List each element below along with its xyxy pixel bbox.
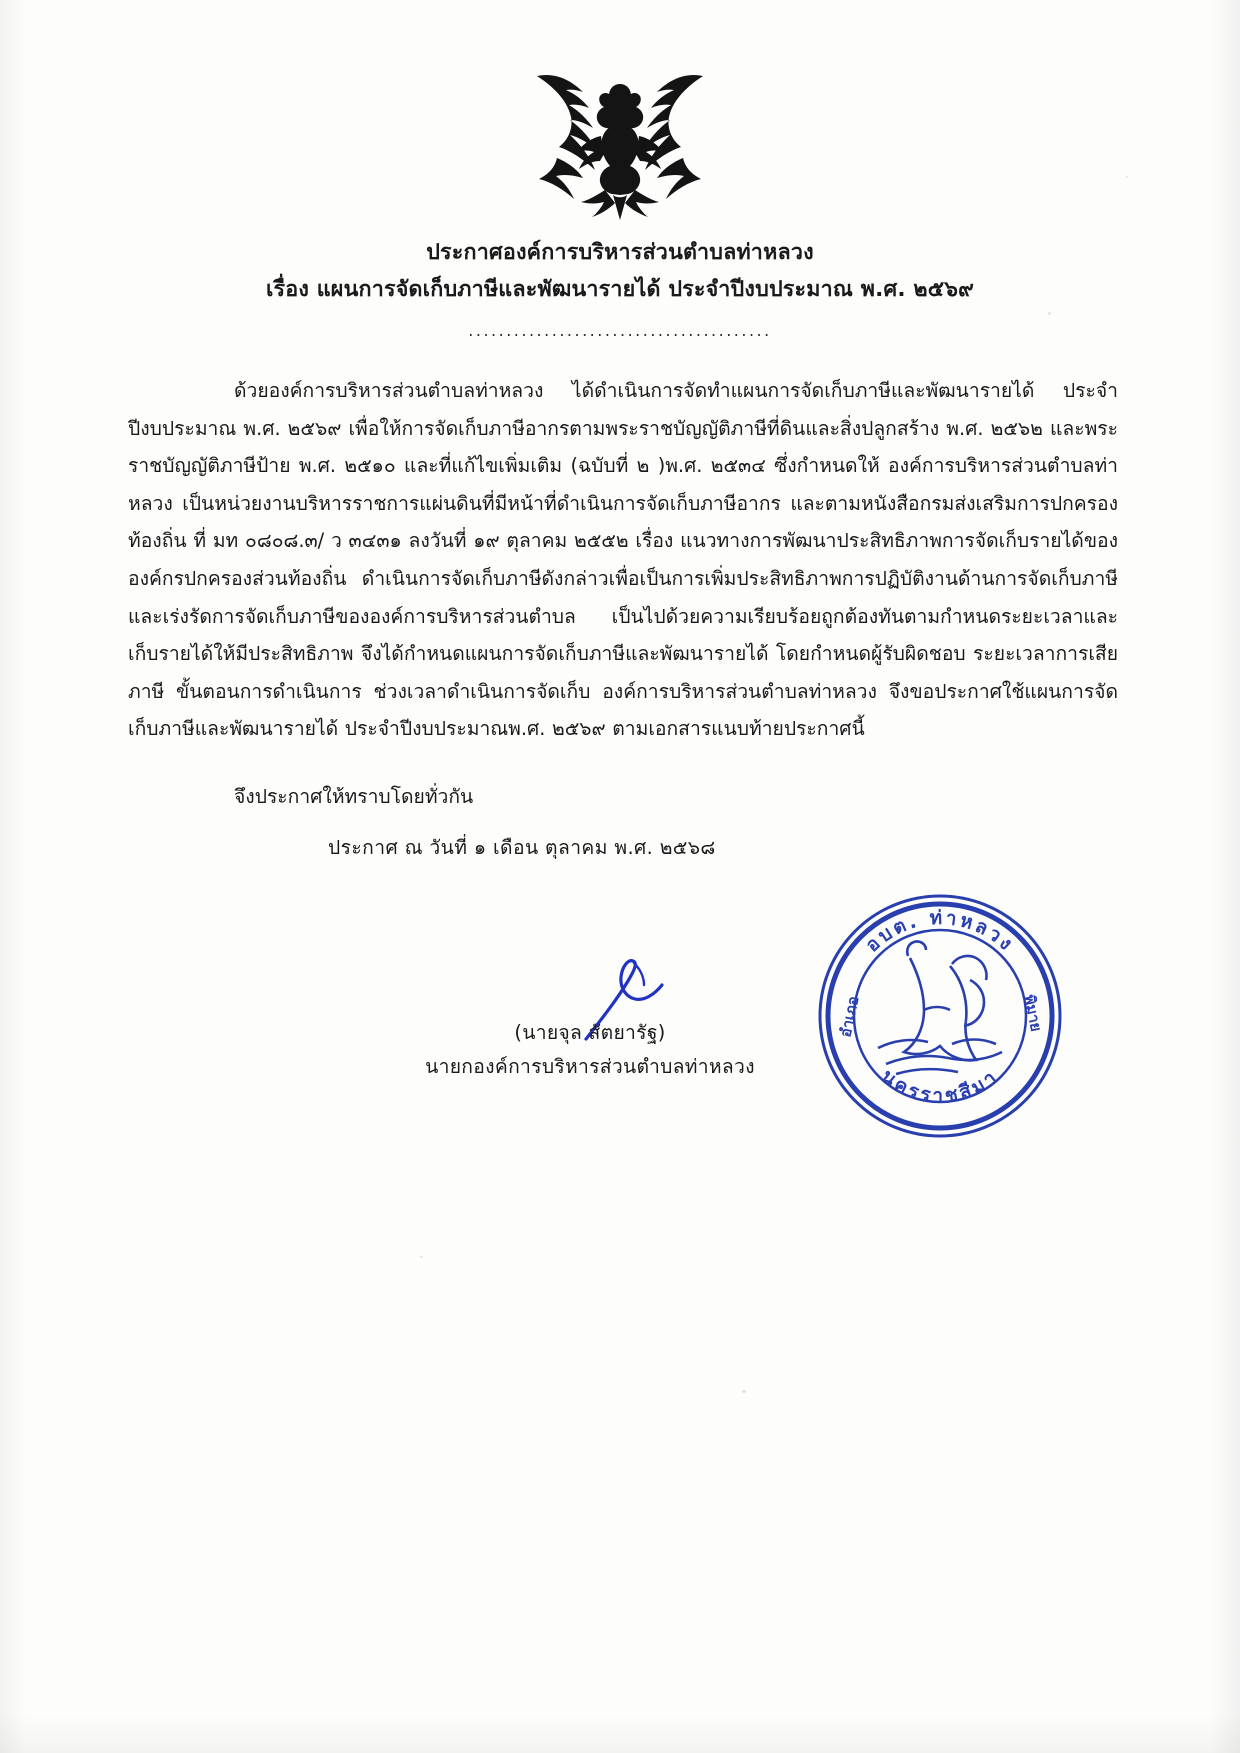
- scan-edge-bottom: [0, 1713, 1240, 1753]
- seal-right-text: พิมาย: [1020, 993, 1046, 1034]
- signatory-title: นายกองค์การบริหารส่วนตำบลท่าหลวง: [425, 1055, 755, 1078]
- seal-bottom-text: นครราชสีมา: [877, 1064, 1003, 1108]
- document-heading: [0, 236, 1240, 343]
- scan-speck: [742, 1390, 746, 1393]
- heading-divider-dots: ........................................: [468, 320, 772, 340]
- emblem-container: [0, 62, 1240, 222]
- seal-left-text: อำเภอ: [836, 994, 863, 1039]
- body-paragraph-1: [128, 372, 1118, 748]
- garuda-emblem: [525, 62, 715, 222]
- official-seal: [812, 888, 1068, 1144]
- document-body: [128, 372, 1118, 866]
- scan-speck: [420, 1256, 423, 1258]
- heading-line-1: ประกาศองค์การบริหารส่วนตำบลท่าหลวง: [426, 240, 814, 265]
- paragraph-1-text: ด้วยองค์การบริหารส่วนตำบลท่าหลวง ได้ดำเนินการจัดทำแผนการจัดเก็บภาษีและพัฒนารายได้ ประจำปีงบประมาณ พ.ศ. ๒๕๖๙ เพื่อให้การจัดเก็บภาษีอากรตามพระราชบัญญัติภาษีที่ดินและสิ่งปลูกสร้าง พ.ศ. ๒๕๖๒ และพระราชบัญญัติภาษีป้าย พ.ศ. ๒๕๑๐ และที่แก้ไขเพิ่มเติม (ฉบับที่ ๒ )พ.ศ. ๒๕๓๔ ซึ่งกำหนดให้ องค์การบริหารส่วนตำบลท่าหลวง เป็นหน่วยงานบริหารราชการแผ่นดินที่มีหน้าที่ดำเนินการจัดเก็บภาษีอากร และตามหนังสือกรมส่งเสริมการปกครองท้องถิ่น ที่ มท ๐๘๐๘.๓/ ว ๓๔๓๑ ลงวันที่ ๑๙ ตุลาคม ๒๕๕๒ เรื่อง แนวทางการพัฒนาประสิทธิภาพการจัดเก็บรายได้ขององค์กรปกครองส่วนท้องถิ่น ดำเนินการจัดเก็บภาษีดังกล่าวเพื่อเป็นการเพิ่มประสิทธิภาพการปฏิบัติงานด้านการจัดเก็บภาษีและเร่งรัดการจัดเก็บภาษีขององค์การบริหารส่วนตำบล เป็นไปด้วยความเรียบร้อยถูกต้องทันตามกำหนดระยะเวลาและเก็บรายได้ให้มีประสิทธิภาพ จึงได้กำหนดแผนการจัดเก็บภาษีและพัฒนารายได้ โดยกำหนดผู้รับผิดชอบ ระยะเวลาการเสียภาษี ขั้นตอนการดำเนินการ ช่วงเวลาดำเนินการจัดเก็บ องค์การบริหารส่วนตำบลท่าหลวง จึงขอประกาศใช้แผนการจัดเก็บภาษีและพัฒนารายได้ ประจำปีงบประมาณพ.ศ. ๒๕๖๙ ตามเอกสารแนบท้ายประกาศนี้: [128, 379, 1118, 741]
- signature-block: [380, 1016, 800, 1084]
- heading-line-2: เรื่อง แผนการจัดเก็บภาษีและพัฒนารายได้ ประจำปีงบประมาณ พ.ศ. ๒๕๖๙: [265, 277, 975, 303]
- body-closing-line: จึงประกาศให้ทราบโดยทั่วกัน: [234, 784, 474, 808]
- signatory-name: (นายจุล สัตยารัฐ): [514, 1021, 666, 1044]
- seal-top-text: อบต. ท่าหลวง: [861, 906, 1019, 957]
- body-date-line: ประกาศ ณ วันที่ ๑ เดือน ตุลาคม พ.ศ. ๒๕๖๘: [328, 835, 716, 859]
